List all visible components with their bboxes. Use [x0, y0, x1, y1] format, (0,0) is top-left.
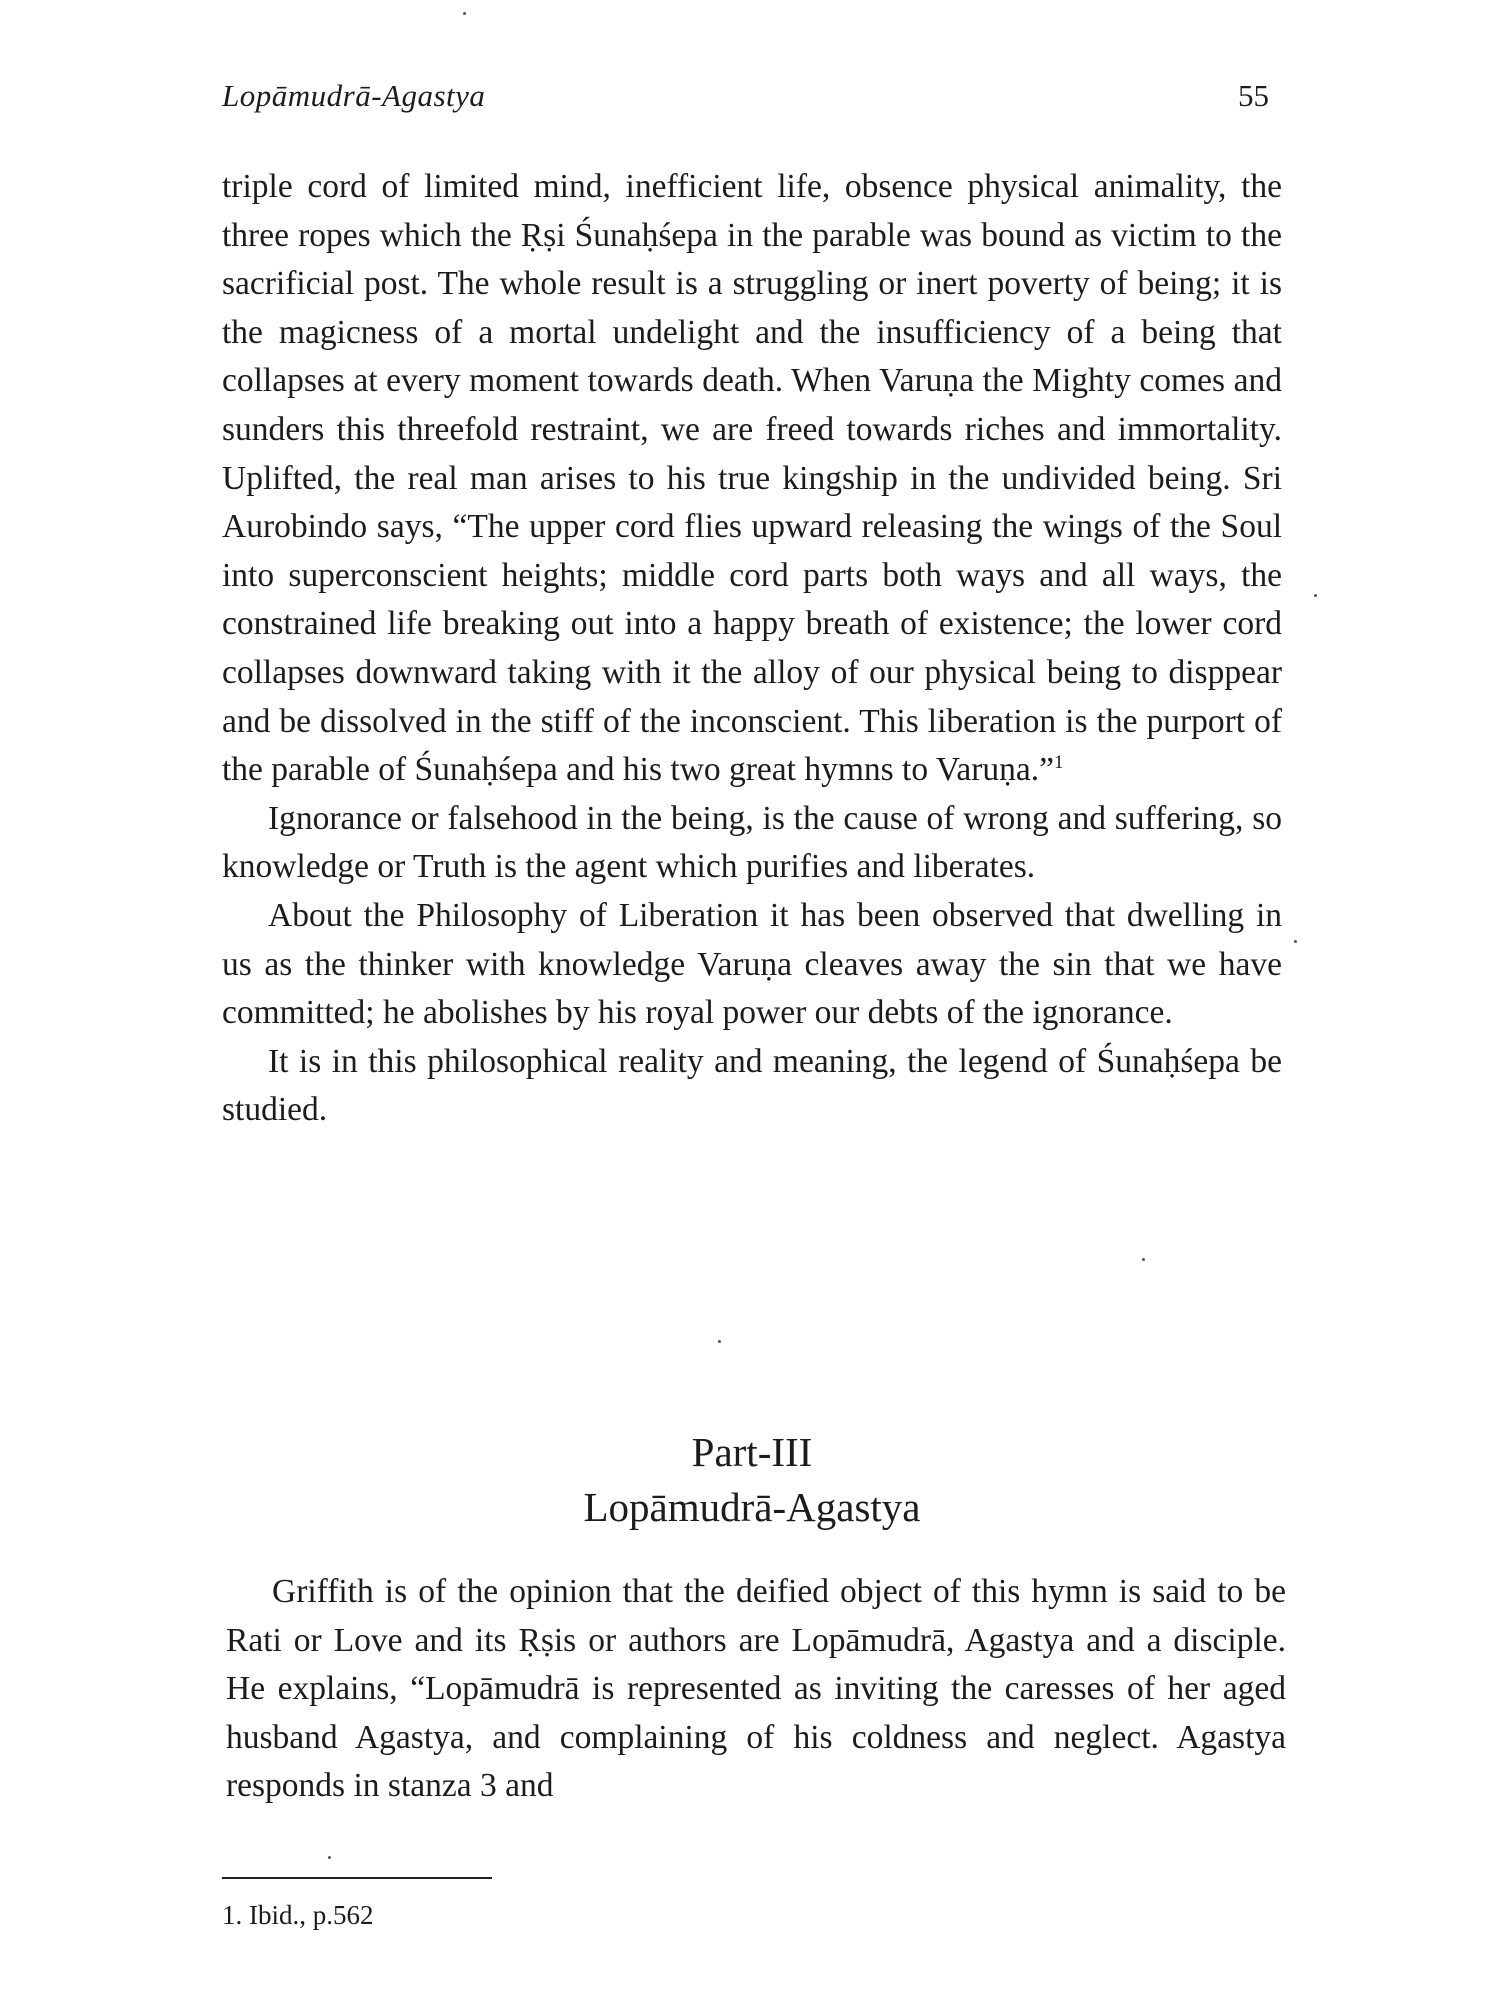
- footnote-marker: 1: [1054, 751, 1064, 773]
- paragraph-2: Ignorance or falsehood in the being, is the cause of wrong and suffering, so knowledge or Truth is the agent which purifies and liberates.: [222, 799, 1282, 886]
- scan-speck: [718, 1340, 721, 1343]
- paragraph-1: [222, 163, 1282, 795]
- paragraph-1-text: triple cord of limited mind, inefficient life, obsence physical animality, the three ropes which the Ṛṣi Śunaḥśepa in the parable was bound as victim to the sacrificial post. The whole result is a struggling or inert poverty of being; it is the magicness of a mortal undelight and the insufficiency of a being that collapses at every moment towards death. When Varuṇa the Mighty comes and sunders this threefold restraint, we are freed towards riches and immortality. Uplifted, the real man arises to his true kingship in the undivided being. Sri Aurobindo says, “The upper cord flies upward releasing the wings of the Soul into superconscient heights; middle cord parts both ways and all ways, the constrained life breaking out into a happy breath of existence; the lower cord collapses downward taking with it the alloy of our physical being to disppear and be dissolved in the stiff of the inconscient. This liberation is the purport of the parable of Śunaḥśepa and his two great hymns to Varuṇa.”: [222, 168, 1282, 789]
- part-title-heading: Lopāmudrā-Agastya: [583, 1484, 921, 1530]
- scan-speck: [1142, 1258, 1145, 1261]
- page-number: 55: [1238, 78, 1269, 113]
- paragraph-3: About the Philosophy of Liberation it has been observed that dwelling in us as the thinker with knowledge Varuṇa cleaves away the sin that we have committed; he abolishes by his royal power our debts of the ignorance.: [222, 896, 1282, 1032]
- paragraph-4: It is in this philosophical reality and meaning, the legend of Śunaḥśepa be studied.: [222, 1042, 1282, 1129]
- section-text: [226, 1568, 1286, 1811]
- scan-speck: [463, 12, 466, 15]
- running-head-title: Lopāmudrā-Agastya: [222, 78, 486, 113]
- section-paragraph: Griffith is of the opinion that the deified object of this hymn is said to be Rati or Love and its Ṛṣis or authors are Lopāmudrā, Agastya and a disciple. He explains, “Lopāmudrā is represented as inviting the caresses of her aged husband Agastya, and complaining of his coldness and neglect. Agastya responds in stanza 3 and: [226, 1573, 1286, 1805]
- footnote-rule: [222, 1877, 492, 1879]
- scan-speck: [1314, 594, 1317, 597]
- part-label-heading: Part-III: [691, 1429, 813, 1475]
- scan-speck: [328, 1856, 331, 1859]
- scan-speck: [1294, 940, 1297, 943]
- body-text: [222, 163, 1282, 1135]
- footnote-text: 1. Ibid., p.562: [222, 1900, 374, 1930]
